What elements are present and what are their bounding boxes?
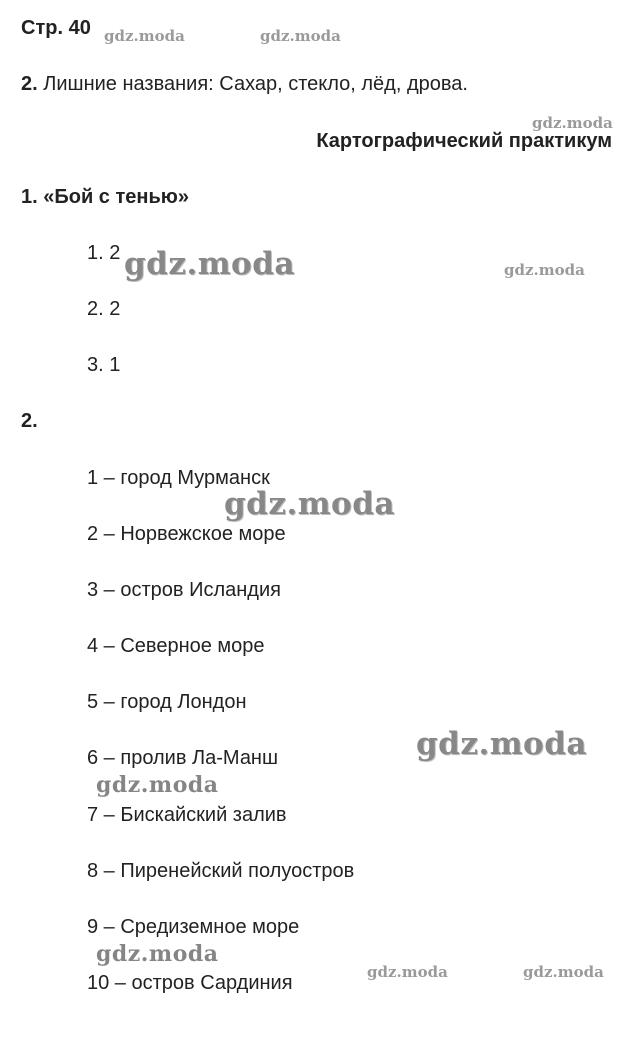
task-1-heading: 1. «Бой с тенью» (21, 186, 189, 208)
map-item: 9 – Средиземное море (87, 916, 300, 938)
section-title: Картографический практикум (316, 130, 612, 152)
watermark: gdz.moda (104, 27, 185, 45)
watermark: gdz.moda (124, 246, 295, 282)
watermark: gdz.moda (96, 941, 219, 967)
watermark: gdz.moda (523, 963, 604, 981)
map-item: 10 – остров Сардиния (87, 972, 293, 994)
watermark: gdz.moda (367, 963, 448, 981)
map-item: 4 – Северное море (87, 635, 265, 657)
map-item: 8 – Пиренейский полуостров (87, 860, 355, 882)
watermark: gdz.moda (416, 726, 587, 762)
page-label: Стр. 40 (21, 17, 91, 39)
map-item: 2 – Норвежское море (87, 523, 286, 545)
watermark: gdz.moda (504, 261, 585, 279)
watermark: gdz.moda (96, 772, 219, 798)
watermark: gdz.moda (224, 486, 395, 522)
task-2-line (21, 72, 468, 96)
map-item: 7 – Бискайский залив (87, 804, 287, 826)
task-2-text: Лишние названия: Сахар, стекло, лёд, дрова. (43, 73, 468, 95)
task-1-answer: 1. 2 (87, 242, 121, 264)
task-2b-heading: 2. (21, 410, 38, 432)
task-2-number: 2. (21, 73, 38, 95)
map-item: 6 – пролив Ла-Манш (87, 747, 279, 769)
map-item: 5 – город Лондон (87, 691, 247, 713)
task-1-answer: 3. 1 (87, 354, 121, 376)
map-item: 3 – остров Исландия (87, 579, 281, 601)
map-item: 1 – город Мурманск (87, 467, 270, 489)
watermark: gdz.moda (532, 114, 613, 132)
task-1-answer: 2. 2 (87, 298, 121, 320)
watermark: gdz.moda (260, 27, 341, 45)
